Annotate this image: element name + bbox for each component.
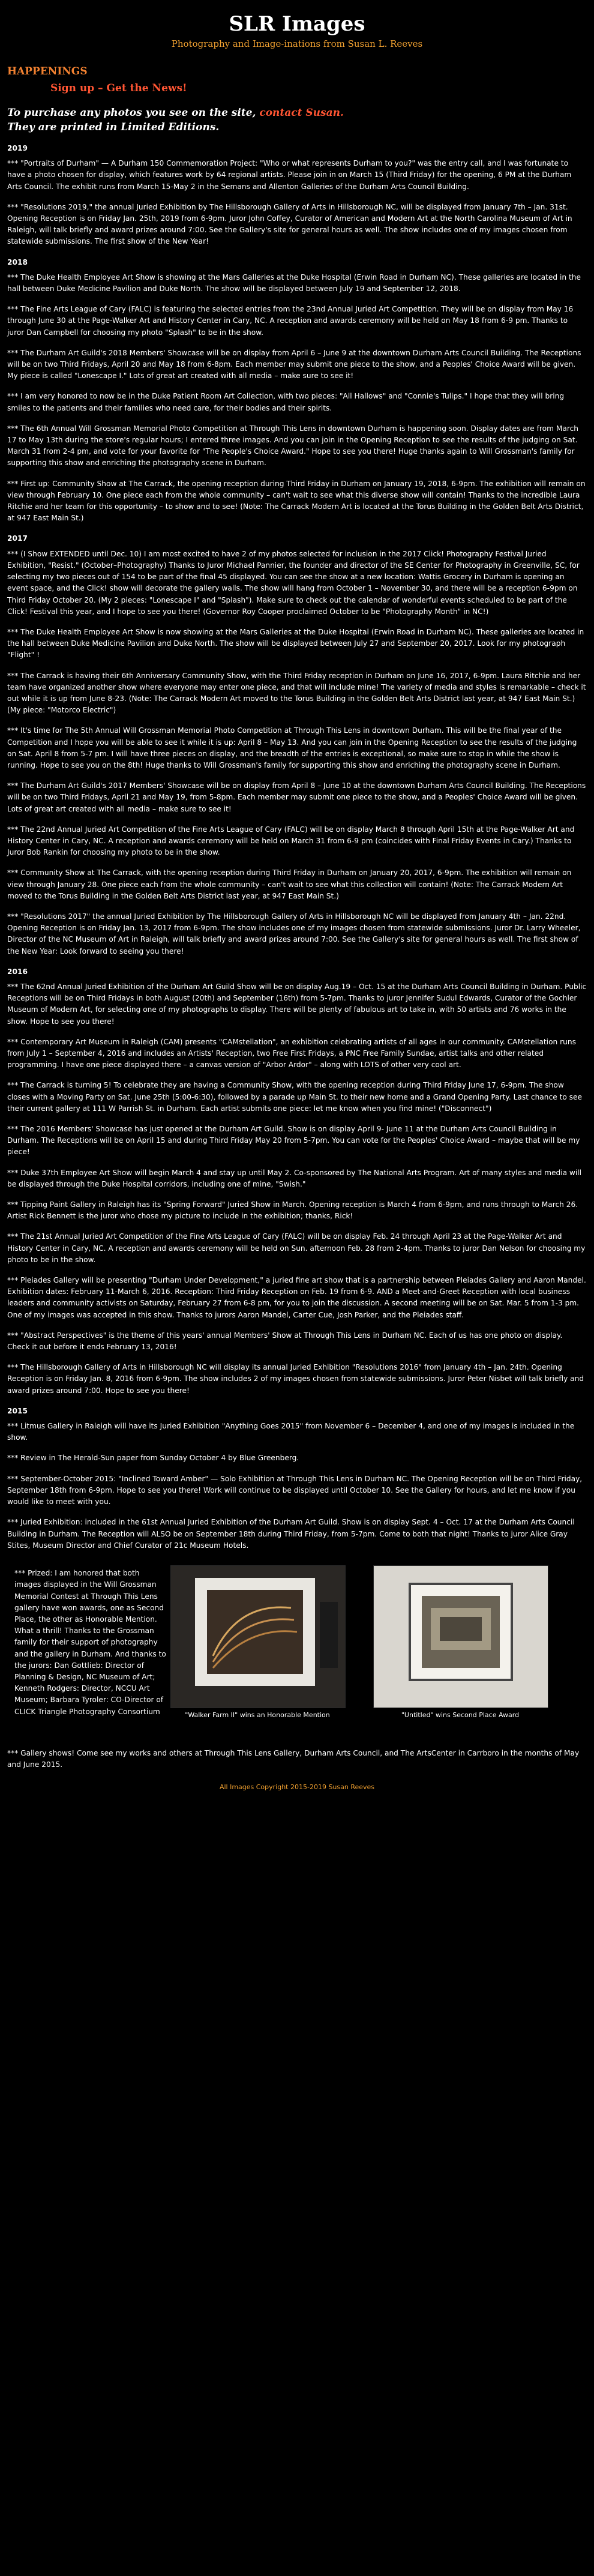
news-item: *** September-October 2015: "Inclined Toward Amber" — Solo Exhibition at Through This Lens in Durham NC. The Opening Reception will be on Third Friday, September 18th from 6-9pm. Hope to see you there! Work will continue to be displayed until October 10. See the Gallery for hours, and let me know if you would like to meet with you. [7, 1474, 583, 1506]
news-item: *** The Durham Art Guild's 2017 Members' Showcase will be on display from April 8 – June 10 at the downtown Durham Arts Council Building. The Receptions will be on two Third Fridays, April 21 and May 19, from 5-8pm. Each member may submit one piece to the show, and a Peoples' Choice Award will be given. Lots of great art created with all media – make sure to see it! [7, 781, 586, 813]
gallery-wall-image [171, 1566, 345, 1708]
photo-untitled[interactable] [373, 1565, 548, 1708]
contact-susan-link[interactable]: contact Susan. [259, 107, 344, 119]
year-heading-2019: 2019 [7, 144, 28, 152]
news-item: *** Gallery shows! Come see my works and others at Through This Lens Gallery, Durham Arts Council, and The ArtsCenter in Carrboro in the months of May and June 2015. [7, 1748, 580, 1769]
news-item: *** (I Show EXTENDED until Dec. 10) I am most excited to have 2 of my photos selected for inclusion in the 2017 Click! Photography Festival Juried Exhibition, "Resist." (October–Photography) Thanks to Juror Michael Pannier, the founder and director of the SE Center for Photography in Greenville, SC, for selecting my two pieces out of 154 to be part of the final 45 displayed. You can see the show at a new location: Wattis Grocery in Durham is opening an event space, and the Click! show will decorate the gallery walls. The show will hang from October 1 – November 30, and there will be a reception 6-9pm on Third Friday October 20. (My 2 pieces: "Lonescape I" and "Splash"). Make sure to check out the calendar of wonderful events scheduled to be part of the Click! Festival this year, and I hope to see you there! (Governor Roy Cooper proclaimed October to be "Photography Month" in NC!) [7, 549, 580, 616]
news-item: *** The 21st Annual Juried Art Competition of the Fine Arts League of Cary (FALC) will be on display Feb. 24 through April 23 at the Page-Walker Art and History Center in Cary, NC. A reception and awards ceremony will be held on Sun. afternoon Feb. 28 from 2-4pm. Thanks to juror Dan Nelson for choosing my photo to be in the show. [7, 1232, 586, 1264]
news-item: *** Litmus Gallery in Raleigh will have its Juried Exhibition "Anything Goes 2015" from November 6 – December 4, and one of my images is included in the show. [7, 1422, 575, 1442]
news-item: *** Prized: I am honored that both images displayed in the Will Grossman Memorial Contest at Through This Lens gallery have won awards, one as Second Place, the other as Honorable Mention. What a thrill! Thanks to the Grossman family for their support of photography and the gallery in Durham. And thanks to the jurors: Dan Gottlieb: Director of Planning & Design, NC Museum of Art; Kenneth Rodgers: Director, NCCU Art Museum; Barbara Tyroler: CO-Director of CLICK Triangle Photography Consortium [14, 1569, 166, 1716]
news-item: *** Community Show at The Carrack, with the opening reception during Third Friday in Durham on January 20, 2017, 6-9pm. The exhibition will remain on view through January 28. One piece each from the whole community – can't wait to see what this collection will contain! (Note: The Carrack Modern Art moved to the Torus Building in the Golden Belt Arts District last year, at 947 East Main St.) [7, 868, 572, 900]
gallery-wall-image [374, 1566, 548, 1708]
year-heading-2016: 2016 [7, 967, 28, 976]
news-item: *** The 2016 Members' Showcase has just opened at the Durham Art Guild. Show is on display April 9- June 11 at the Durham Arts Council Building in Durham. The Receptions will be on April 15 and during Third Friday May 20 from 5-7pm. You can vote for the Peoples' Choice Award – maybe that will be my piece! [7, 1125, 580, 1157]
site-title[interactable]: SLR Images [229, 12, 365, 36]
news-item: *** Duke 37th Employee Art Show will begin March 4 and stay up until May 2. Co-sponsored by The National Arts Program. Art of many styles and media will be displayed through the Duke Hospital corridors, including one of mine, "Swish." [7, 1168, 582, 1188]
news-item: *** "Portraits of Durham" — A Durham 150 Commemoration Project: "Who or what represents Durham to you?" was the entry call, and I was fortunate to have a photo chosen for display, which features work by 64 regional artists. Please join in on March 15 (Third Friday) for the opening, 6 PM at the Durham Arts Council. The exhibit runs from March 15-May 2 in the Semans and Allenton Galleries of the Durham Arts Council Building. [7, 159, 572, 191]
year-heading-2015: 2015 [7, 1406, 28, 1415]
photo-walker-farm[interactable] [170, 1565, 346, 1708]
news-item: *** "Resolutions 2019," the annual Juried Exhibition by The Hillsborough Gallery of Arts in Hillsborough NC, will be displayed from January 7th – Jan. 31st. Opening Reception is on Friday Jan. 25th, 2019 from 6-9pm. Juror John Coffey, Curator of American and Modern Art at the North Carolina Museum of Art in Raleigh, will talk briefly and award prizes around 7:00. See the Gallery's site for general hours as well. The show includes one of my images chosen from statewide submissions. The first show of the New Year! [7, 202, 572, 246]
news-item: *** Tipping Paint Gallery in Raleigh has its "Spring Forward" Juried Show in March. Opening reception is March 4 from 6-9pm, and runs through to March 26. Artist Rick Bennett is the juror who chose my picture to include in the exhibition; thanks, Rick! [7, 1200, 578, 1221]
news-item: *** Pleiades Gallery will be presenting "Durham Under Development," a juried fine art show that is a partnership between Pleiades Gallery and Aaron Mandel. Exhibition dates: February 11-March 6, 2016. Reception: Third Friday Reception on Feb. 19 from 6-9. AND a Meet-and-Greet Reception with local business leaders and community activists on Saturday, February 27 from 6-8 pm, for you to join the discussion. A second meeting will be on Sat. Mar. 5 from 1-3 pm. One of my images was accepted in this show. Thanks to jurors Aaron Mandel, Carter Cue, Josh Parker, and the Pleiades staff. [7, 1276, 586, 1319]
news-item: *** It's time for The 5th Annual Will Grossman Memorial Photo Competition at Through This Lens in downtown Durham. This will be the final year of the Competition and I hope you will be able to see it while it is up: April 8 – May 13. And you can join in the Opening Reception to see the results of the judging on Sat. April 8 from 5-7 pm. I will have three pieces on display, and the breadth of the entries is exceptional, so make sure to stop in while the show is running. Hope to see you on the 8th! Huge thanks to Will Grossman's family for supporting this show and enriching the photography scene in Durham. [7, 726, 577, 769]
signup-link[interactable]: Sign up – Get the News! [50, 82, 187, 94]
news-item: *** "Abstract Perspectives" is the theme of this years' annual Members' Show at Through This Lens in Durham NC. Each of us has one photo on display. Check it out before it ends February 13, 2016! [7, 1331, 563, 1352]
news-item: *** The Durham Art Guild's 2018 Members' Showcase will be on display from April 6 – June 9 at the downtown Durham Arts Council Building. The Receptions will be on two Third Fridays, April 20 and May 18 from 6-8pm. Each member may submit one piece to the show, and a Peoples' Choice Award will be given. My piece is called "Lonescape I." Lots of great art created with all media – make sure to see it! [7, 348, 581, 381]
footer-copyright: All Images Copyright 2015-2019 Susan Reeves [219, 1783, 375, 1792]
nav [0, 64, 594, 97]
purchase-line-2: They are printed in Limited Editions. [7, 121, 220, 133]
news-content [0, 143, 594, 1793]
site-tagline: Photography and Image-inations from Susan L. Reeves [171, 38, 423, 49]
news-item: *** The Duke Health Employee Art Show is now showing at the Mars Galleries at the Duke Hospital (Erwin Road in Durham NC). These galleries are located in the hall between Duke Medicine Pavilion and Duke North. The show will be displayed between July 27 and September 20, 2017. Look for my photograph "Flight" ! [7, 627, 584, 660]
news-item: *** Contemporary Art Museum in Raleigh (CAM) presents "CAMstellation", an exhibition celebrating artists of all ages in our community. CAMstellation runs from July 1 – September 4, 2016 and includes an Artists' Reception, two Free First Fridays, a PNC Free Family Sundae, artist talks and other related programming. I have one piece displayed there – a canvas version of "Arbor Ardor" – along with LOTS of other very cool art. [7, 1037, 576, 1070]
site-header [0, 0, 594, 61]
happenings-link[interactable]: HAPPENINGS [7, 65, 88, 77]
photo-caption: "Walker Farm II" wins an Honorable Mention [185, 1711, 330, 1719]
news-item: *** The Carrack is having their 6th Anniversary Community Show, with the Third Friday reception in Durham on June 16, 2017, 6-9pm. Laura Ritchie and her team have organized another show where everyone may enter one piece, and that will include mine! The variety of media and styles is remarkable – check it out while it is up from June 8-23. (Note: The Carrack Modern Art moved to the Torus Building in the Golden Belt Arts District last year, at 947 East Main St.) (My piece: "Motorco Electric") [7, 671, 586, 715]
news-item: *** The Duke Health Employee Art Show is showing at the Mars Galleries at the Duke Hospital (Erwin Road in Durham NC). These galleries are located in the hall between Duke Medicine Pavilion and Duke North. The show will be displayed between July 19 and September 12, 2018. [7, 272, 581, 293]
news-item: *** I am very honored to now be in the Duke Patient Room Art Collection, with two pieces: "All Hallows" and "Connie's Tulips." I hope that they will bring smiles to the patients and their families who need care, for their bodies and their spirits. [7, 392, 565, 412]
year-heading-2018: 2018 [7, 257, 28, 266]
awards-section [7, 1560, 587, 1741]
news-item: *** "Resolutions 2017" the annual Juried Exhibition by The Hillsborough Gallery of Arts in Hillsborough NC will be displayed from January 4th – Jan. 22nd. Opening Reception is on Friday Jan. 13, 2017 from 6-9pm. The show includes one of my images chosen from statewide submissions. Juror Dr. Larry Wheeler, Director of the NC Museum of Art in Raleigh, will talk briefly and award prizes around 7:00. See the Gallery's site for general hours as well. The first show of the New Year: Look forward to seeing you there! [7, 912, 581, 955]
news-item: *** The 6th Annual Will Grossman Memorial Photo Competition at Through This Lens in downtown Durham is happening soon. Display dates are from March 17 to May 13th during the store's regular hours; I entered three images. And you can join in the Opening Reception to see the results of the judging on Sat. March 31 from 2-4 pm, and vote for your favorite for "The People's Choice Award." Hope to see you there! Huge thanks again to Will Grossman's family for supporting this show and enriching the photography scene in Durham. [7, 424, 579, 468]
purchase-line-1 [7, 106, 587, 120]
news-item: *** The 22nd Annual Juried Art Competition of the Fine Arts League of Cary (FALC) will be on display March 8 through April 15th at the Page-Walker Art and History Center in Cary, NC. A reception and awards ceremony will be held on March 31 from 6-9 pm (coincides with Final Friday Events in Cary.) Thanks to Juror Bob Rankin for choosing my photo to be in the show. [7, 825, 575, 857]
photo-caption: "Untitled" wins Second Place Award [401, 1711, 520, 1719]
year-heading-2017: 2017 [7, 534, 28, 543]
news-item: *** Review in The Herald-Sun paper from Sunday October 4 by Blue Greenberg. [7, 1454, 299, 1463]
news-item: *** The Hillsborough Gallery of Arts in Hillsborough NC will display its annual Juried Exhibition "Resolutions 2016" from January 4th – Jan. 24th. Opening Reception is on Friday Jan. 8, 2016 from 6-9pm. The show includes 2 of my images chosen from statewide submissions. Juror Peter Nisbet will talk briefly and award prizes around 7:00. Hope to see you there! [7, 1363, 584, 1395]
purchase-text: To purchase any photos you see on the site, [7, 107, 256, 119]
purchase-notice [7, 106, 587, 134]
news-item: *** Juried Exhibition: included in the 61st Annual Juried Exhibition of the Durham Art Guild. Show is on display Sept. 4 – Oct. 17 at the Durham Arts Council Building in Durham. The Reception will ALSO be on September 18th during Third Friday, from 5-7pm. Come to both that night! Thanks to juror Alice Gray Stites, Museum Director and Chief Curator of 21c Museum Hotels. [7, 1518, 575, 1550]
news-item: *** First up: Community Show at The Carrack, the opening reception during Third Friday in Durham on January 19, 2018, 6-9pm. The exhibition will remain on view through February 10. One piece each from the whole community – can't wait to see what this diverse show will contain! Thanks to the incredible Laura Ritchie and her team for this opportunity – to show and to see! (Note: The Carrack Modern Art is located at the Torus Building in the Golden Belt Arts District, at 947 East Main St.) [7, 479, 586, 523]
news-item: *** The 62nd Annual Juried Exhibition of the Durham Art Guild Show will be on display Aug.19 – Oct. 15 at the Durham Arts Council Building in Durham. Public Receptions will be on Third Fridays in both August (20th) and September (16th) from 5-7pm. Thanks to juror Jennifer Sudul Edwards, Curator of the Gochler Museum of Modern Art, for selecting one of my photographs to display. There will be plenty of fabulous art to take in, with 50 artists and 76 works in the show. Hope to see you there! [7, 982, 587, 1026]
news-item: *** The Fine Arts League of Cary (FALC) is featuring the selected entries from the 23nd Annual Juried Art Competition. They will be on display from May 16 through June 30 at the Page-Walker Art and History Center in Cary, NC. A reception and awards ceremony will be held on May 18 from 6-9 pm. Thanks to juror Dan Campbell for choosing my photo "Splash" to be in the show. [7, 305, 574, 337]
news-item: *** The Carrack is turning 5! To celebrate they are having a Community Show, with the opening reception during Third Friday June 17, 6-9pm. The show closes with a Moving Party on Sat. June 25th (5:00-6:30), followed by a parade up Main St. to their new home and a Grand Opening Party. Last chance to see their current gallery at 111 W Parrish St. in Durham. Each artist submits one piece: let me know when you find mine! ("Disconnect") [7, 1081, 583, 1113]
